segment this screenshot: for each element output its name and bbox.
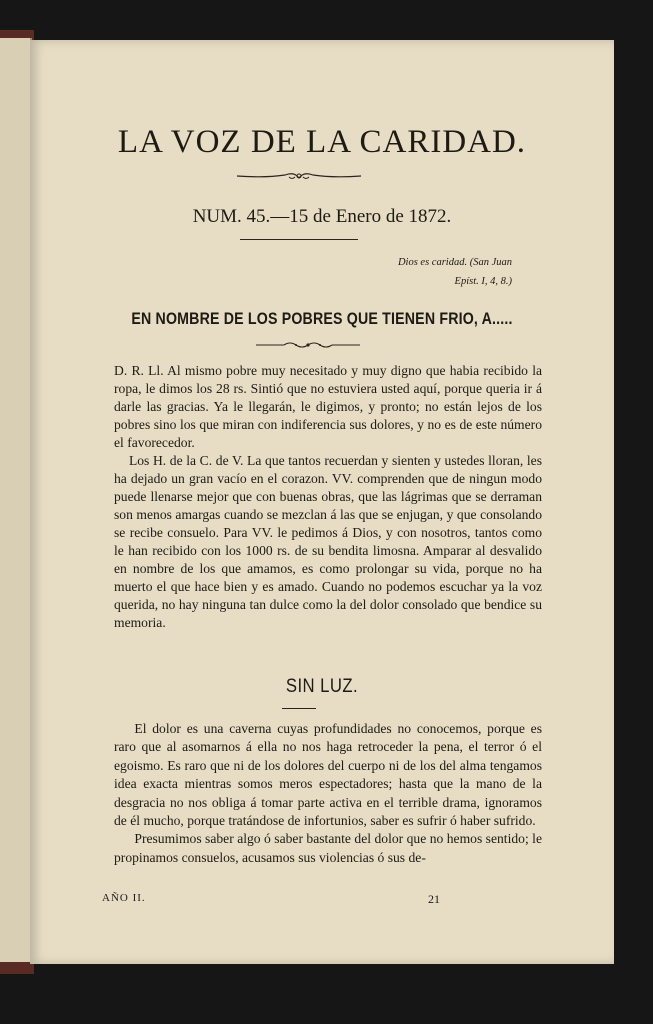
facing-page-edge xyxy=(0,38,32,968)
paragraph: Presumimos saber algo ó saber bastante del dolor que no hemos sentido; le propinamos consuelos, acusamos sus violencias ó sus de- xyxy=(114,831,542,865)
article-body xyxy=(114,362,542,632)
ornament-flourish-icon xyxy=(235,170,363,182)
issue-divider xyxy=(240,239,358,240)
epigraph-line-2: Epíst. I, 4, 8.) xyxy=(454,276,512,287)
article-heading: EN NOMBRE DE LOS POBRES QUE TIENEN FRIO, A..... xyxy=(131,310,513,328)
paragraph: D. R. Ll. Al mismo pobre muy necesitado y muy digno que habia recibido la ropa, le dimos los 28 rs. Sintió que no estuviera usted aquí, porque queria ir á darle las gracias. Ya le llegarán, le digimos, y pronto; no están lejos de los pobres sino los que miran con indiferencia sus dolores, y no es de este número el favorecedor. xyxy=(114,363,542,450)
section-body xyxy=(114,720,542,867)
issue-line: NUM. 45.—15 de Enero de 1872. xyxy=(192,206,452,227)
epigraph-line-1: Dios es caridad. (San Juan xyxy=(397,257,512,268)
masthead-title: LA VOZ DE LA CARIDAD. xyxy=(117,124,527,160)
ornament-divider-icon xyxy=(254,340,362,350)
section-heading: SIN LUZ. xyxy=(285,676,359,697)
epigraph xyxy=(342,253,512,291)
footer-year: AÑO II. xyxy=(102,892,146,904)
paragraph: Los H. de la C. de V. La que tantos recuerdan y sienten y ustedes lloran, les ha dejado un gran vacío en el corazon. VV. comprenden que de ningun modo puede llenarse mejor que con buenas obras, que las lágrimas que se derraman son menos amargas cuando se mezclan á las que se enjugan, y que consolando se recibe consuelo. Para VV. le pedimos á Dios, y con nosotros, tantos como le han recibido con los 1000 rs. de su bendita limosna. Amparar al desvalido en nombre de los que amamos, es como prolongar su vida, porque no ha muerto el que hace bien y es amado. Cuando no podemos escuchar ya la voz querida, no hay ninguna tan dulce como la del dolor consolado que bendice su memoria. xyxy=(114,453,542,630)
paragraph: El dolor es una caverna cuyas profundidades no conocemos, porque es raro que al asomarnos á ella no nos haga retroceder la pena, el terror ó el egoismo. Es raro que ni de los dolores del cuerpo ni de los del alma tengamos idea exacta mientras somos meros espectadores; hasta que la mano de la desgracia no nos obliga á tomar parte activa en el terrible drama, ignoramos de él mucho, porque tratándose de infortunios, saber es sufrir ó haber sufrido. xyxy=(114,721,542,829)
book-cover-edge-bottom xyxy=(0,962,34,974)
document-page xyxy=(30,40,614,964)
section-divider xyxy=(282,708,316,709)
page-number: 21 xyxy=(428,892,440,906)
